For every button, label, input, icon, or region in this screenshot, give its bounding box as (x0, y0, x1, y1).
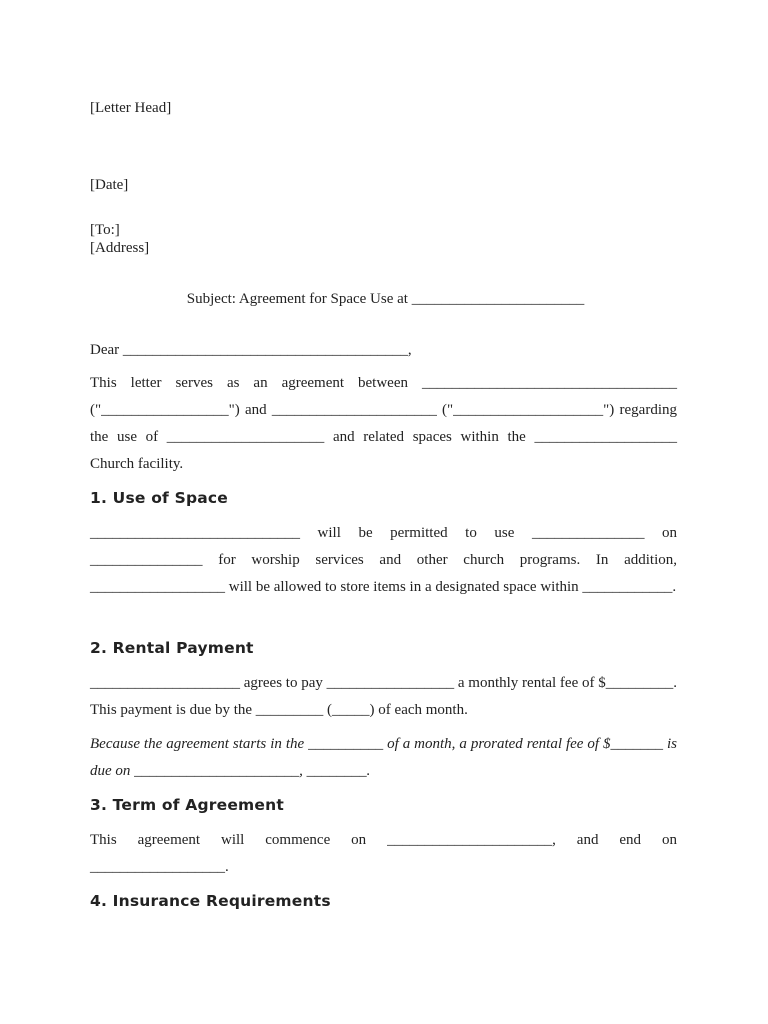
letterhead: [Letter Head] (90, 100, 172, 116)
section-heading-term: 3. Term of Agreement (90, 796, 284, 814)
section-heading-insurance: 4. Insurance Requirements (90, 892, 331, 910)
recipient-block (90, 221, 677, 257)
recipient-address: [Address] (90, 240, 150, 256)
section-paragraph-term: This agreement will commence on ______________________, and end on __________________. (90, 832, 677, 875)
section-paragraph-prorated-fee: Because the agreement starts in the __________ of a month, a prorated rental fee of $_______ is due on ______________________, ________. (90, 736, 677, 779)
salutation: Dear ______________________________________, (90, 342, 412, 358)
section-paragraph-use-of-space: ____________________________ will be permitted to use _______________ on _______________ for worship services and other church programs. In addition, __________________ will be allowed to store items in a designated space within ____________. (90, 525, 677, 595)
date-field: [Date] (90, 177, 129, 193)
subject-line: Subject: Agreement for Space Use at _______________________ (186, 291, 585, 307)
section-paragraph-rental-payment: ____________________ agrees to pay _________________ a monthly rental fee of $_________. This payment is due by the _________ (_____) of each month. (90, 675, 677, 718)
recipient-to: [To:] (90, 222, 120, 238)
intro-paragraph: This letter serves as an agreement between __________________________________ ("_________________") and ______________________ ("____________________") regarding the use of _____________________ and related spaces within the ___________________ Church facility. (90, 375, 677, 472)
section-heading-rental-payment: 2. Rental Payment (90, 639, 254, 657)
section-heading-use-of-space: 1. Use of Space (90, 489, 228, 507)
